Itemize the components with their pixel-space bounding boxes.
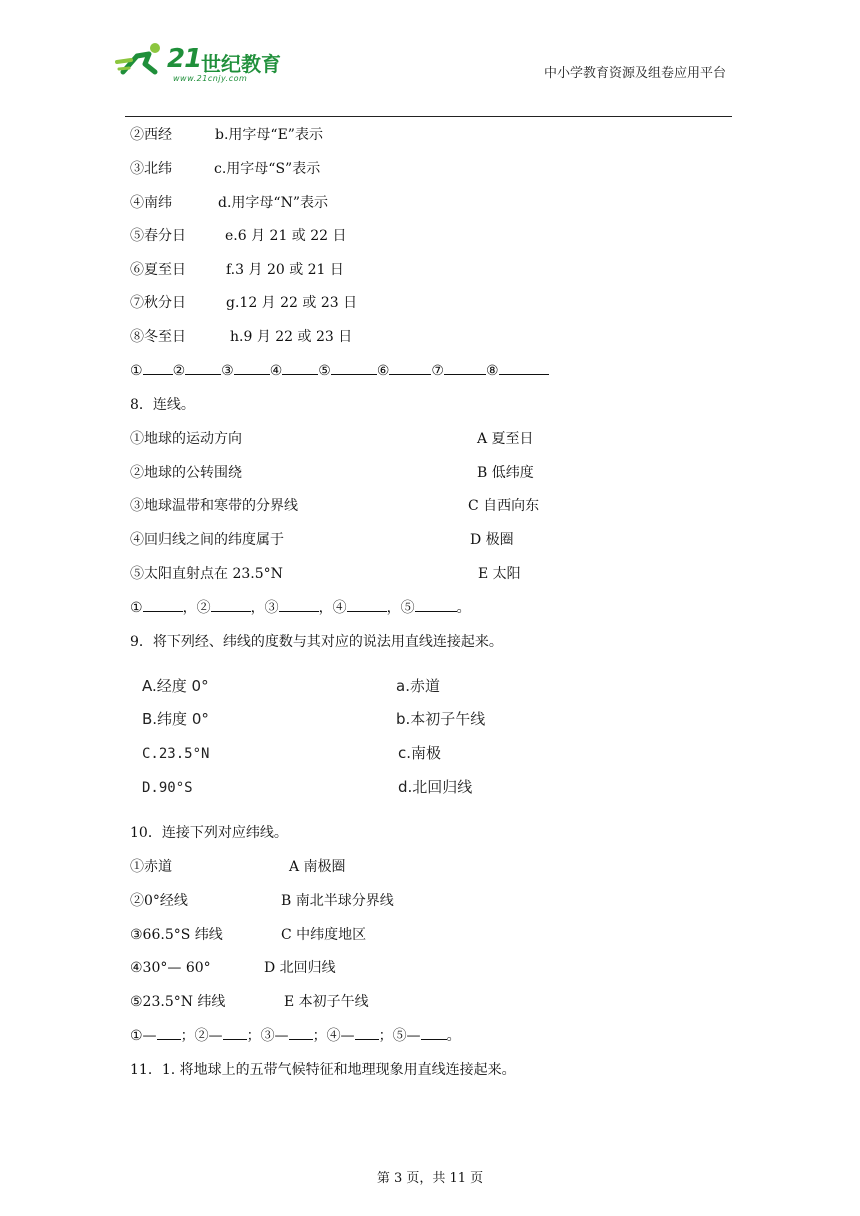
answer-blank[interactable]	[223, 1027, 247, 1040]
answer-blank[interactable]	[444, 362, 486, 375]
question-title: 10．连接下列对应纬线。	[130, 825, 288, 841]
logo-url: www.21cnjy.com	[173, 74, 248, 83]
list-item: ⑤春分日 e.6 月 21 或 22 日	[130, 228, 347, 244]
list-item: c.南极	[398, 744, 442, 762]
question-title: 11．1. 将地球上的五带气候特征和地理现象用直线连接起来。	[130, 1062, 516, 1078]
list-item: b.本初子午线	[396, 710, 486, 728]
answer-blank[interactable]	[185, 362, 221, 375]
page-header	[0, 0, 860, 118]
list-item: ⑦秋分日 g.12 月 22 或 23 日	[130, 295, 358, 311]
page-number: 第 3 页，共 11 页	[376, 1171, 484, 1186]
answer-line: ① ，② ，③ ，④ ，⑤ 。	[130, 600, 471, 616]
list-item: ④回归线之间的纬度属于 D 极圈	[130, 532, 514, 548]
answer-blank[interactable]	[331, 362, 377, 375]
list-item: ②西经 b.用字母“E”表示	[130, 127, 323, 143]
platform-name: 中小学教育资源及组卷应用平台	[543, 66, 726, 81]
list-item: ③北纬 c.用字母“S”表示	[130, 161, 321, 177]
answer-blank[interactable]	[279, 599, 319, 612]
list-item: ⑥夏至日 f.3 月 20 或 21 日	[130, 262, 344, 278]
logo-text: 世纪教育	[201, 52, 281, 76]
answer-blank[interactable]	[143, 362, 173, 375]
list-item: ③66.5°S 纬线 C 中纬度地区	[130, 927, 367, 943]
answer-blank[interactable]	[421, 1027, 447, 1040]
list-item: C.23.5°N	[142, 746, 210, 762]
list-item: ③地球温带和寒带的分界线 C 自西向东	[130, 498, 540, 514]
list-item: ⑧冬至日 h.9 月 22 或 23 日	[130, 329, 353, 345]
list-item: ①地球的运动方向 A 夏至日	[130, 431, 534, 447]
answer-blank[interactable]	[347, 599, 387, 612]
answer-blank[interactable]	[415, 599, 457, 612]
answer-line: ①— ；②— ；③— ；④— ；⑤— 。	[130, 1028, 461, 1044]
answer-blank[interactable]	[289, 1027, 313, 1040]
answer-blank[interactable]	[234, 362, 270, 375]
list-item: ④南纬 d.用字母“N”表示	[130, 195, 328, 211]
answer-blank[interactable]	[499, 362, 549, 375]
runner-logo-icon	[115, 42, 167, 80]
list-item: ⑤23.5°N 纬线 E 本初子午线	[130, 994, 369, 1010]
answer-blank[interactable]	[282, 362, 318, 375]
question-title: 9．将下列经、纬线的度数与其对应的说法用直线连接起来。	[130, 634, 503, 650]
answer-blank[interactable]	[355, 1027, 379, 1040]
list-item: d.北回归线	[398, 778, 473, 796]
list-item: ②地球的公转围绕 B 低纬度	[130, 465, 534, 481]
list-item: B.纬度 0°	[142, 710, 209, 728]
question-title: 8．连线。	[130, 397, 195, 413]
answer-blank[interactable]	[157, 1027, 181, 1040]
answer-blank[interactable]	[211, 599, 251, 612]
header-divider	[125, 116, 732, 117]
answer-blank[interactable]	[389, 362, 431, 375]
list-item: D.90°S	[142, 780, 193, 796]
answer-blank[interactable]	[143, 599, 183, 612]
logo-number: 21	[167, 44, 202, 74]
list-item: ②0°经线 B 南北半球分界线	[130, 893, 394, 909]
list-item: ④30°— 60° D 北回归线	[130, 960, 336, 976]
list-item: ⑤太阳直射点在 23.5°N E 太阳	[130, 566, 521, 582]
list-item: a.赤道	[396, 677, 440, 695]
list-item: A.经度 0°	[142, 677, 209, 695]
logo	[115, 40, 285, 84]
list-item: ①赤道 A 南极圈	[130, 859, 346, 875]
answer-line: ① ② ③ ④ ⑤ ⑥ ⑦ ⑧	[130, 362, 549, 380]
